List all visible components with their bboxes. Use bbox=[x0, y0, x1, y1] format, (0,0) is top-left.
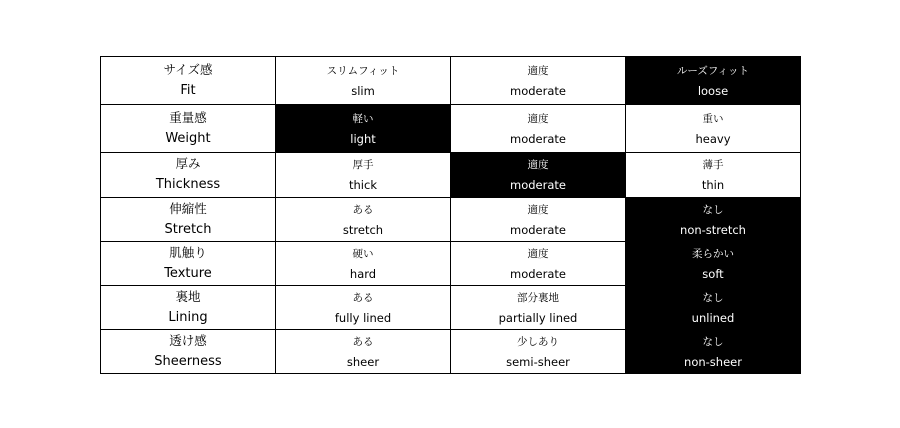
table-row-texture bbox=[101, 242, 801, 286]
row-header-jp: 透け感 bbox=[169, 332, 207, 348]
option-jp: 適度 bbox=[527, 159, 549, 171]
option-jp: ある bbox=[352, 203, 374, 216]
option-en: non-sheer bbox=[684, 354, 742, 369]
table-row-thickness bbox=[101, 153, 801, 198]
option-jp: なし bbox=[702, 203, 724, 216]
option-cell-stretch-3 bbox=[626, 198, 801, 242]
table-row-sheerness bbox=[101, 330, 801, 374]
option-cell-lining-2 bbox=[451, 286, 626, 330]
row-header-sheerness bbox=[101, 330, 276, 374]
row-header-en: Thickness bbox=[155, 177, 221, 192]
option-en: semi-sheer bbox=[506, 354, 570, 369]
row-header-jp: 裏地 bbox=[175, 288, 201, 304]
row-header-en: Stretch bbox=[164, 221, 212, 237]
option-cell-weight-2 bbox=[451, 105, 626, 153]
row-header-lining bbox=[101, 286, 276, 330]
option-jp: 適度 bbox=[527, 247, 549, 260]
option-cell-sheerness-1 bbox=[276, 330, 451, 374]
option-en: partially lined bbox=[498, 310, 578, 325]
option-en: light bbox=[350, 131, 376, 146]
fabric-spec-table bbox=[100, 56, 801, 374]
option-jp: 薄手 bbox=[702, 159, 724, 171]
option-cell-thickness-2 bbox=[451, 153, 626, 198]
option-en: thick bbox=[349, 178, 377, 192]
option-jp: 厚手 bbox=[352, 159, 374, 171]
row-header-jp: 肌触り bbox=[169, 244, 207, 260]
option-en: fully lined bbox=[334, 310, 392, 325]
option-en: moderate bbox=[510, 266, 566, 281]
option-en: hard bbox=[349, 266, 377, 281]
table-row-fit bbox=[101, 57, 801, 105]
option-en: slim bbox=[351, 83, 375, 98]
option-en: soft bbox=[702, 266, 724, 281]
row-header-en: Texture bbox=[164, 265, 212, 281]
row-header-stretch bbox=[101, 198, 276, 242]
option-en: heavy bbox=[695, 131, 731, 146]
option-jp: 適度 bbox=[527, 64, 549, 77]
option-en: sheer bbox=[346, 354, 380, 369]
option-cell-fit-3 bbox=[626, 57, 801, 105]
option-jp: 適度 bbox=[527, 112, 549, 125]
option-en: loose bbox=[697, 83, 729, 98]
option-jp: なし bbox=[702, 335, 724, 348]
option-cell-texture-2 bbox=[451, 242, 626, 286]
option-cell-stretch-2 bbox=[451, 198, 626, 242]
row-header-fit bbox=[101, 57, 276, 105]
option-jp: ルーズフィット bbox=[676, 64, 750, 77]
option-jp: 少しあり bbox=[517, 335, 559, 348]
table-row-lining bbox=[101, 286, 801, 330]
option-en: moderate bbox=[510, 131, 566, 146]
option-en: moderate bbox=[510, 83, 566, 98]
row-header-jp: 重量感 bbox=[169, 109, 207, 125]
option-en: unlined bbox=[691, 310, 735, 325]
row-header-jp: 伸縮性 bbox=[169, 200, 207, 216]
option-jp: 重い bbox=[702, 112, 724, 125]
row-header-jp: 厚み bbox=[175, 156, 201, 171]
option-cell-sheerness-2 bbox=[451, 330, 626, 374]
table-row-stretch bbox=[101, 198, 801, 242]
option-cell-lining-3 bbox=[626, 286, 801, 330]
option-en: non-stretch bbox=[680, 222, 746, 237]
option-cell-weight-1 bbox=[276, 105, 451, 153]
option-cell-texture-1 bbox=[276, 242, 451, 286]
option-cell-fit-1 bbox=[276, 57, 451, 105]
option-en: moderate bbox=[510, 178, 566, 192]
row-header-texture bbox=[101, 242, 276, 286]
option-jp: 硬い bbox=[352, 247, 374, 260]
option-jp: スリムフィット bbox=[326, 64, 400, 77]
option-cell-weight-3 bbox=[626, 105, 801, 153]
option-jp: 部分裏地 bbox=[517, 291, 559, 304]
option-en: moderate bbox=[510, 222, 566, 237]
option-jp: ある bbox=[352, 291, 374, 304]
option-jp: ある bbox=[352, 335, 374, 348]
option-cell-texture-3 bbox=[626, 242, 801, 286]
option-en: thin bbox=[701, 178, 725, 192]
row-header-thickness bbox=[101, 153, 276, 198]
option-cell-sheerness-3 bbox=[626, 330, 801, 374]
row-header-en: Fit bbox=[180, 82, 196, 98]
row-header-en: Weight bbox=[165, 130, 211, 146]
option-jp: 軽い bbox=[352, 112, 374, 125]
row-header-en: Lining bbox=[168, 309, 208, 325]
option-cell-stretch-1 bbox=[276, 198, 451, 242]
row-header-jp: サイズ感 bbox=[163, 61, 213, 77]
option-jp: なし bbox=[702, 291, 724, 304]
table-row-weight bbox=[101, 105, 801, 153]
option-cell-thickness-1 bbox=[276, 153, 451, 198]
option-cell-thickness-3 bbox=[626, 153, 801, 198]
option-jp: 柔らかい bbox=[692, 247, 734, 260]
option-cell-lining-1 bbox=[276, 286, 451, 330]
row-header-en: Sheerness bbox=[154, 353, 222, 369]
option-en: stretch bbox=[342, 222, 384, 237]
row-header-weight bbox=[101, 105, 276, 153]
option-cell-fit-2 bbox=[451, 57, 626, 105]
option-jp: 適度 bbox=[527, 203, 549, 216]
